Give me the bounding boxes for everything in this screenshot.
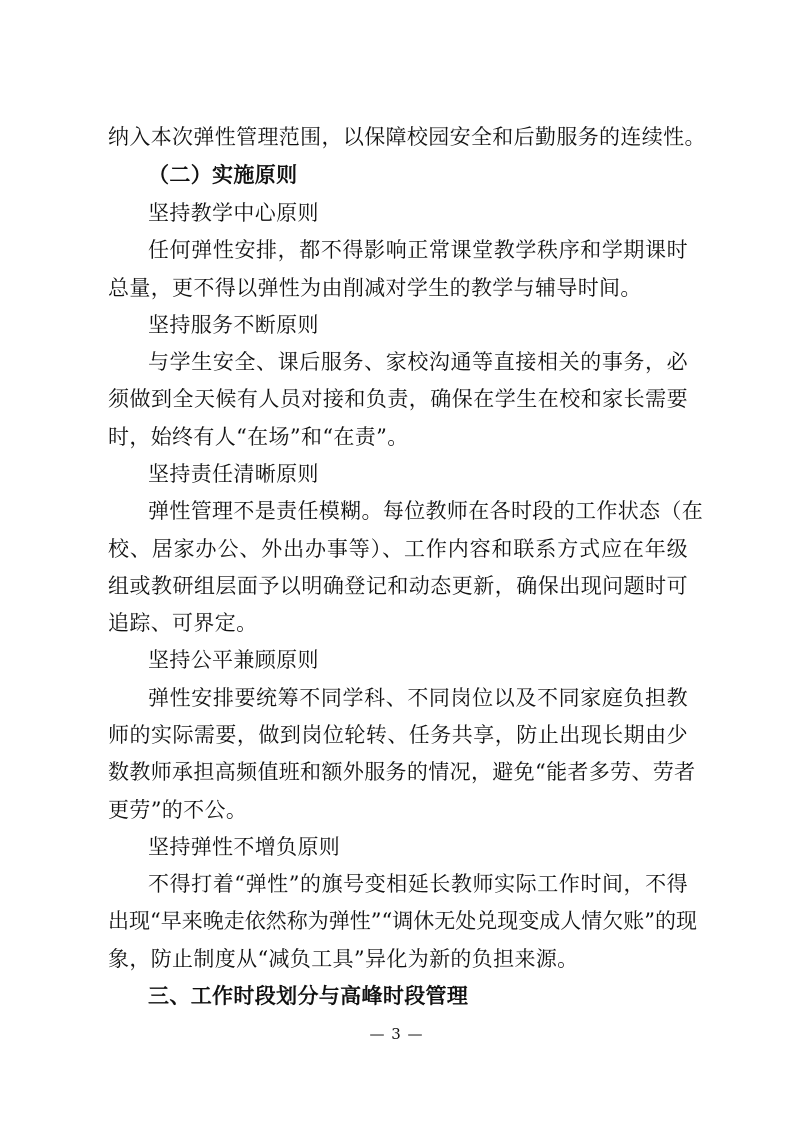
paragraph-line: 任何弹性安排，都不得影响正常课堂教学秩序和学期课时 <box>148 238 688 262</box>
paragraph-line: 更劳”的不公。 <box>108 798 248 822</box>
paragraph-line: 须做到全天候有人员对接和负责，确保在学生在校和家长需要 <box>108 387 688 411</box>
paragraph-line: 象，防止制度从“减负工具”异化为新的负担来源。 <box>108 947 579 971</box>
paragraph-line: 数教师承担高频值班和额外服务的情况，避免“能者多劳、劳者 <box>108 760 696 784</box>
principle-title-continuous-service: 坚持服务不断原则 <box>148 313 319 337</box>
section-heading-work-periods: 三、工作时段划分与高峰时段管理 <box>148 984 469 1008</box>
paragraph-line: 师的实际需要，做到岗位轮转、任务共享，防止出现长期由少 <box>108 723 688 747</box>
paragraph-line: 弹性管理不是责任模糊。每位教师在各时段的工作状态（在 <box>148 499 704 523</box>
section-heading-implementation-principles: （二）实施原则 <box>148 163 298 187</box>
paragraph-line: 组或教研组层面予以明确登记和动态更新，确保出现问题时可 <box>108 574 688 598</box>
page-number: — 3 — <box>369 1025 424 1043</box>
paragraph-line: 时，始终有人“在场”和“在责”。 <box>108 425 409 449</box>
principle-title-fairness: 坚持公平兼顾原则 <box>148 648 319 672</box>
paragraph-line: 总量，更不得以弹性为由削减对学生的教学与辅导时间。 <box>108 276 642 300</box>
principle-title-teaching-center: 坚持教学中心原则 <box>148 201 319 225</box>
paragraph-line: 出现“早来晚走依然称为弹性”“调休无处兑现变成人情欠账”的现 <box>108 909 697 933</box>
paragraph-line: 与学生安全、课后服务、家校沟通等直接相关的事务，必 <box>148 350 688 374</box>
paragraph-line: 校、居家办公、外出办事等）、工作内容和联系方式应在年级 <box>108 537 688 561</box>
paragraph-line: 不得打着“弹性”的旗号变相延长教师实际工作时间，不得 <box>148 872 688 896</box>
principle-title-no-extra-burden: 坚持弹性不增负原则 <box>148 835 341 859</box>
paragraph-line: 追踪、可界定。 <box>108 611 258 635</box>
paragraph-line: 纳入本次弹性管理范围，以保障校园安全和后勤服务的连续性。 <box>108 125 706 149</box>
paragraph-line: 弹性安排要统筹不同学科、不同岗位以及不同家庭负担教 <box>148 686 688 710</box>
principle-title-clear-responsibility: 坚持责任清晰原则 <box>148 462 319 486</box>
